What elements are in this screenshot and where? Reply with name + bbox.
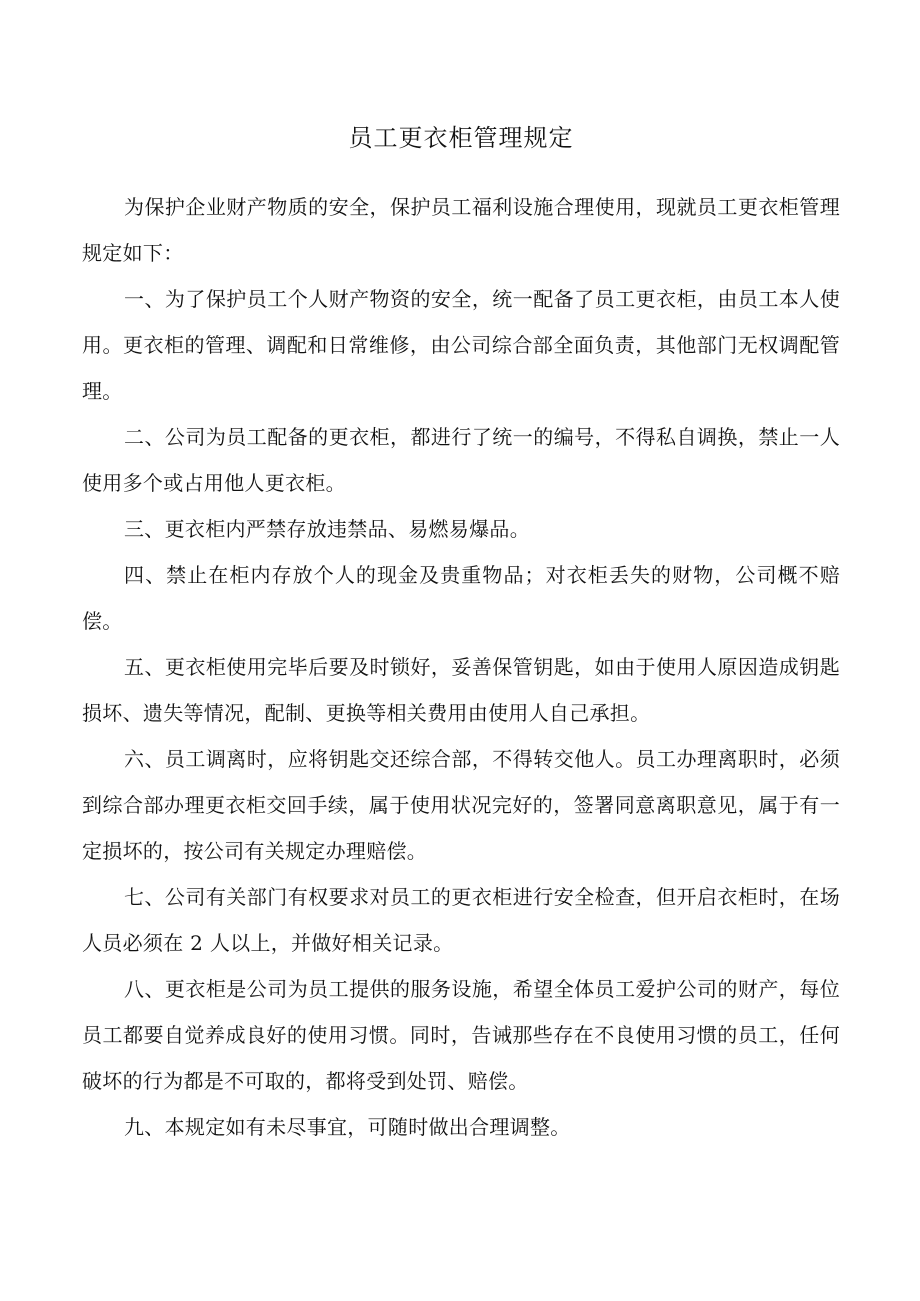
clause-9-paragraph: 九、本规定如有未尽事宜，可随时做出合理调整。 [124, 1115, 571, 1139]
clause-5-paragraph: 五、更衣柜使用完毕后要及时锁好，妥善保管钥匙，如由于使用人原因造成钥匙损坏、遗失等情况，配制、更换等相关费用由使用人自己承担。 [82, 655, 840, 725]
intro-paragraph: 为保护企业财产物质的安全，保护员工福利设施合理使用，现就员工更衣柜管理规定如下： [82, 195, 840, 265]
clause-4-paragraph: 四、禁止在柜内存放个人的现金及贵重物品；对衣柜丢失的财物，公司概不赔偿。 [82, 563, 840, 633]
clause-6-paragraph: 六、员工调离时，应将钥匙交还综合部，不得转交他人。员工办理离职时，必须到综合部办理更衣柜交回手续，属于使用状况完好的，签署同意离职意见，属于有一定损坏的，按公司有关规定办理赔偿。 [82, 747, 840, 863]
clause-8-paragraph: 八、更衣柜是公司为员工提供的服务设施，希望全体员工爱护公司的财产，每位员工都要自觉养成良好的使用习惯。同时，告诫那些存在不良使用习惯的员工，任何破坏的行为都是不可取的，都将受到处罚、赔偿。 [82, 977, 840, 1093]
document-body [82, 184, 840, 1150]
clause-3-paragraph: 三、更衣柜内严禁存放违禁品、易燃易爆品。 [124, 517, 530, 541]
clause-2-paragraph: 二、公司为员工配备的更衣柜，都进行了统一的编号，不得私自调换，禁止一人使用多个或占用他人更衣柜。 [82, 425, 840, 495]
clause-7-paragraph: 七、公司有关部门有权要求对员工的更衣柜进行安全检查，但开启衣柜时，在场人员必须在 2 人以上，并做好相关记录。 [82, 885, 840, 955]
document-title: 员工更衣柜管理规定 [348, 124, 574, 152]
clause-1-paragraph: 一、为了保护员工个人财产物资的安全，统一配备了员工更衣柜，由员工本人使用。更衣柜的管理、调配和日常维修，由公司综合部全面负责，其他部门无权调配管理。 [82, 287, 840, 403]
